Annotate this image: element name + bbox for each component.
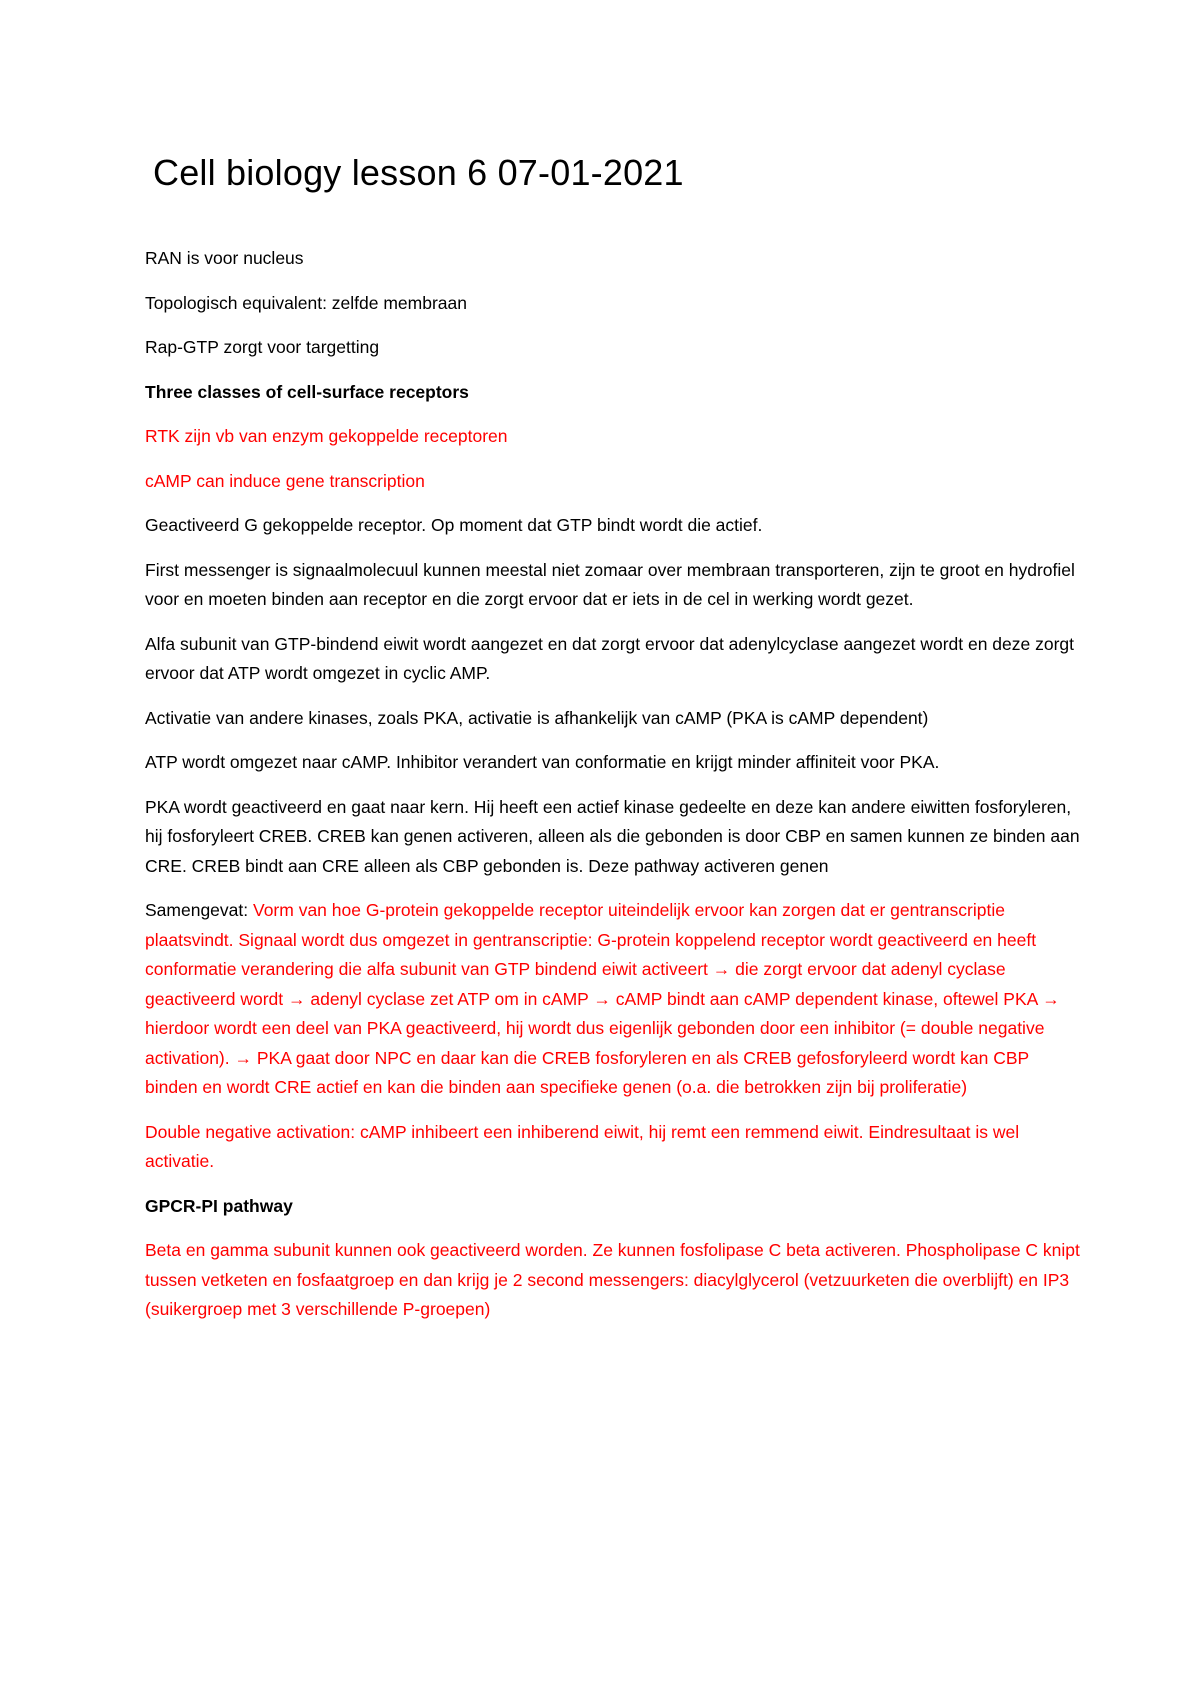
arrow-icon: → [712, 959, 731, 979]
summary-text-3: adenyl cyclase zet ATP om in cAMP [305, 988, 594, 1009]
summary-text-4: cAMP bindt aan cAMP dependent kinase, oftewel PKA [610, 988, 1043, 1009]
paragraph-summary [145, 896, 1080, 1103]
paragraph-double-negative: Double negative activation: cAMP inhibeert een inhiberend eiwit, hij remt een remmend eiwit. Eindresultaat is wel activatie. [145, 1121, 1020, 1171]
summary-label: Samengevat: [145, 900, 253, 920]
paragraph-rtk: RTK zijn vb van enzym gekoppelde receptoren [145, 426, 508, 446]
paragraph-pka: PKA wordt geactiveerd en gaat naar kern. Hij heeft een actief kinase gedeelte en deze kan andere eiwitten fosforyleren, hij fosforyleert CREB. CREB kan genen activeren, alleen als die gebonden is door CBP en samen kunnen ze binden aan CRE. CREB bindt aan CRE alleen als CBP gebonden is. Deze pathway activeren genen [145, 796, 1080, 876]
arrow-icon: → [593, 988, 611, 1009]
heading-gpcr-pi: GPCR-PI pathway [145, 1195, 293, 1216]
paragraph-geactiveerd-g: Geactiveerd G gekoppelde receptor. Op moment dat GTP bindt wordt die actief. [145, 515, 763, 535]
paragraph-beta-gamma: Beta en gamma subunit kunnen ook geactiveerd worden. Ze kunnen fosfolipase C beta activeren. Phospholipase C knipt tussen vetketen en fosfaatgroep en dan krijg je 2 second messengers: diacylglycerol (vetzuurketen die overblijft) en IP3 (suikergroep met 3 verschillende P-groepen) [145, 1240, 1080, 1319]
arrow-icon: → [288, 988, 306, 1009]
summary-text-1: Vorm van hoe G-protein gekoppelde receptor uiteindelijk ervoor kan zorgen dat er gentranscriptie plaatsvindt. Signaal wordt dus omgezet in gentranscriptie: G-protein koppelend receptor wordt geactiveerd en heeft conformatie verandering die alfa subunit van GTP bindend eiwit activeert [145, 900, 1037, 979]
summary-text-6: PKA gaat door NPC en daar kan die CREB fosforyleren en als CREB gefosforyleerd wordt kan CBP binden en wordt CRE actief en kan die binden aan specifieke genen (o.a. die betrokken zijn bij proliferatie) [145, 1047, 1029, 1097]
paragraph-alfa-subunit: Alfa subunit van GTP-bindend eiwit wordt aangezet en dat zorgt ervoor dat adenylcyclase aangezet wordt en deze zorgt ervoor dat ATP wordt omgezet in cyclic AMP. [145, 633, 1075, 683]
paragraph-kinases: Activatie van andere kinases, zoals PKA, activatie is afhankelijk van cAMP (PKA is cAMP dependent) [145, 707, 929, 728]
heading-receptor-classes: Three classes of cell-surface receptors [145, 381, 469, 402]
document-title: Cell biology lesson 6 07-01-2021 [153, 152, 684, 193]
paragraph-ran: RAN is voor nucleus [145, 248, 304, 268]
arrow-icon: → [1042, 988, 1060, 1009]
paragraph-atp-camp: ATP wordt omgezet naar cAMP. Inhibitor verandert van conformatie en krijgt minder affiniteit voor PKA. [145, 752, 940, 772]
paragraph-rap-gtp: Rap-GTP zorgt voor targetting [145, 337, 380, 357]
paragraph-topologisch: Topologisch equivalent: zelfde membraan [145, 292, 467, 313]
arrow-icon: → [234, 1047, 252, 1068]
paragraph-first-messenger: First messenger is signaalmolecuul kunnen meestal niet zomaar over membraan transporteren, zijn te groot en hydrofiel voor en moeten binden aan receptor en die zorgt ervoor dat er iets in de cel in werking wordt gezet. [145, 559, 1075, 609]
summary-text-5: hierdoor wordt een deel van PKA geactiveerd, hij wordt dus eigenlijk gebonden door een inhibitor (= double negative activation). [145, 1018, 1045, 1068]
summary-text-2: die zorgt ervoor dat adenyl cyclase geactiveerd wordt [145, 959, 1006, 1009]
paragraph-camp-transcription: cAMP can induce gene transcription [145, 470, 425, 491]
